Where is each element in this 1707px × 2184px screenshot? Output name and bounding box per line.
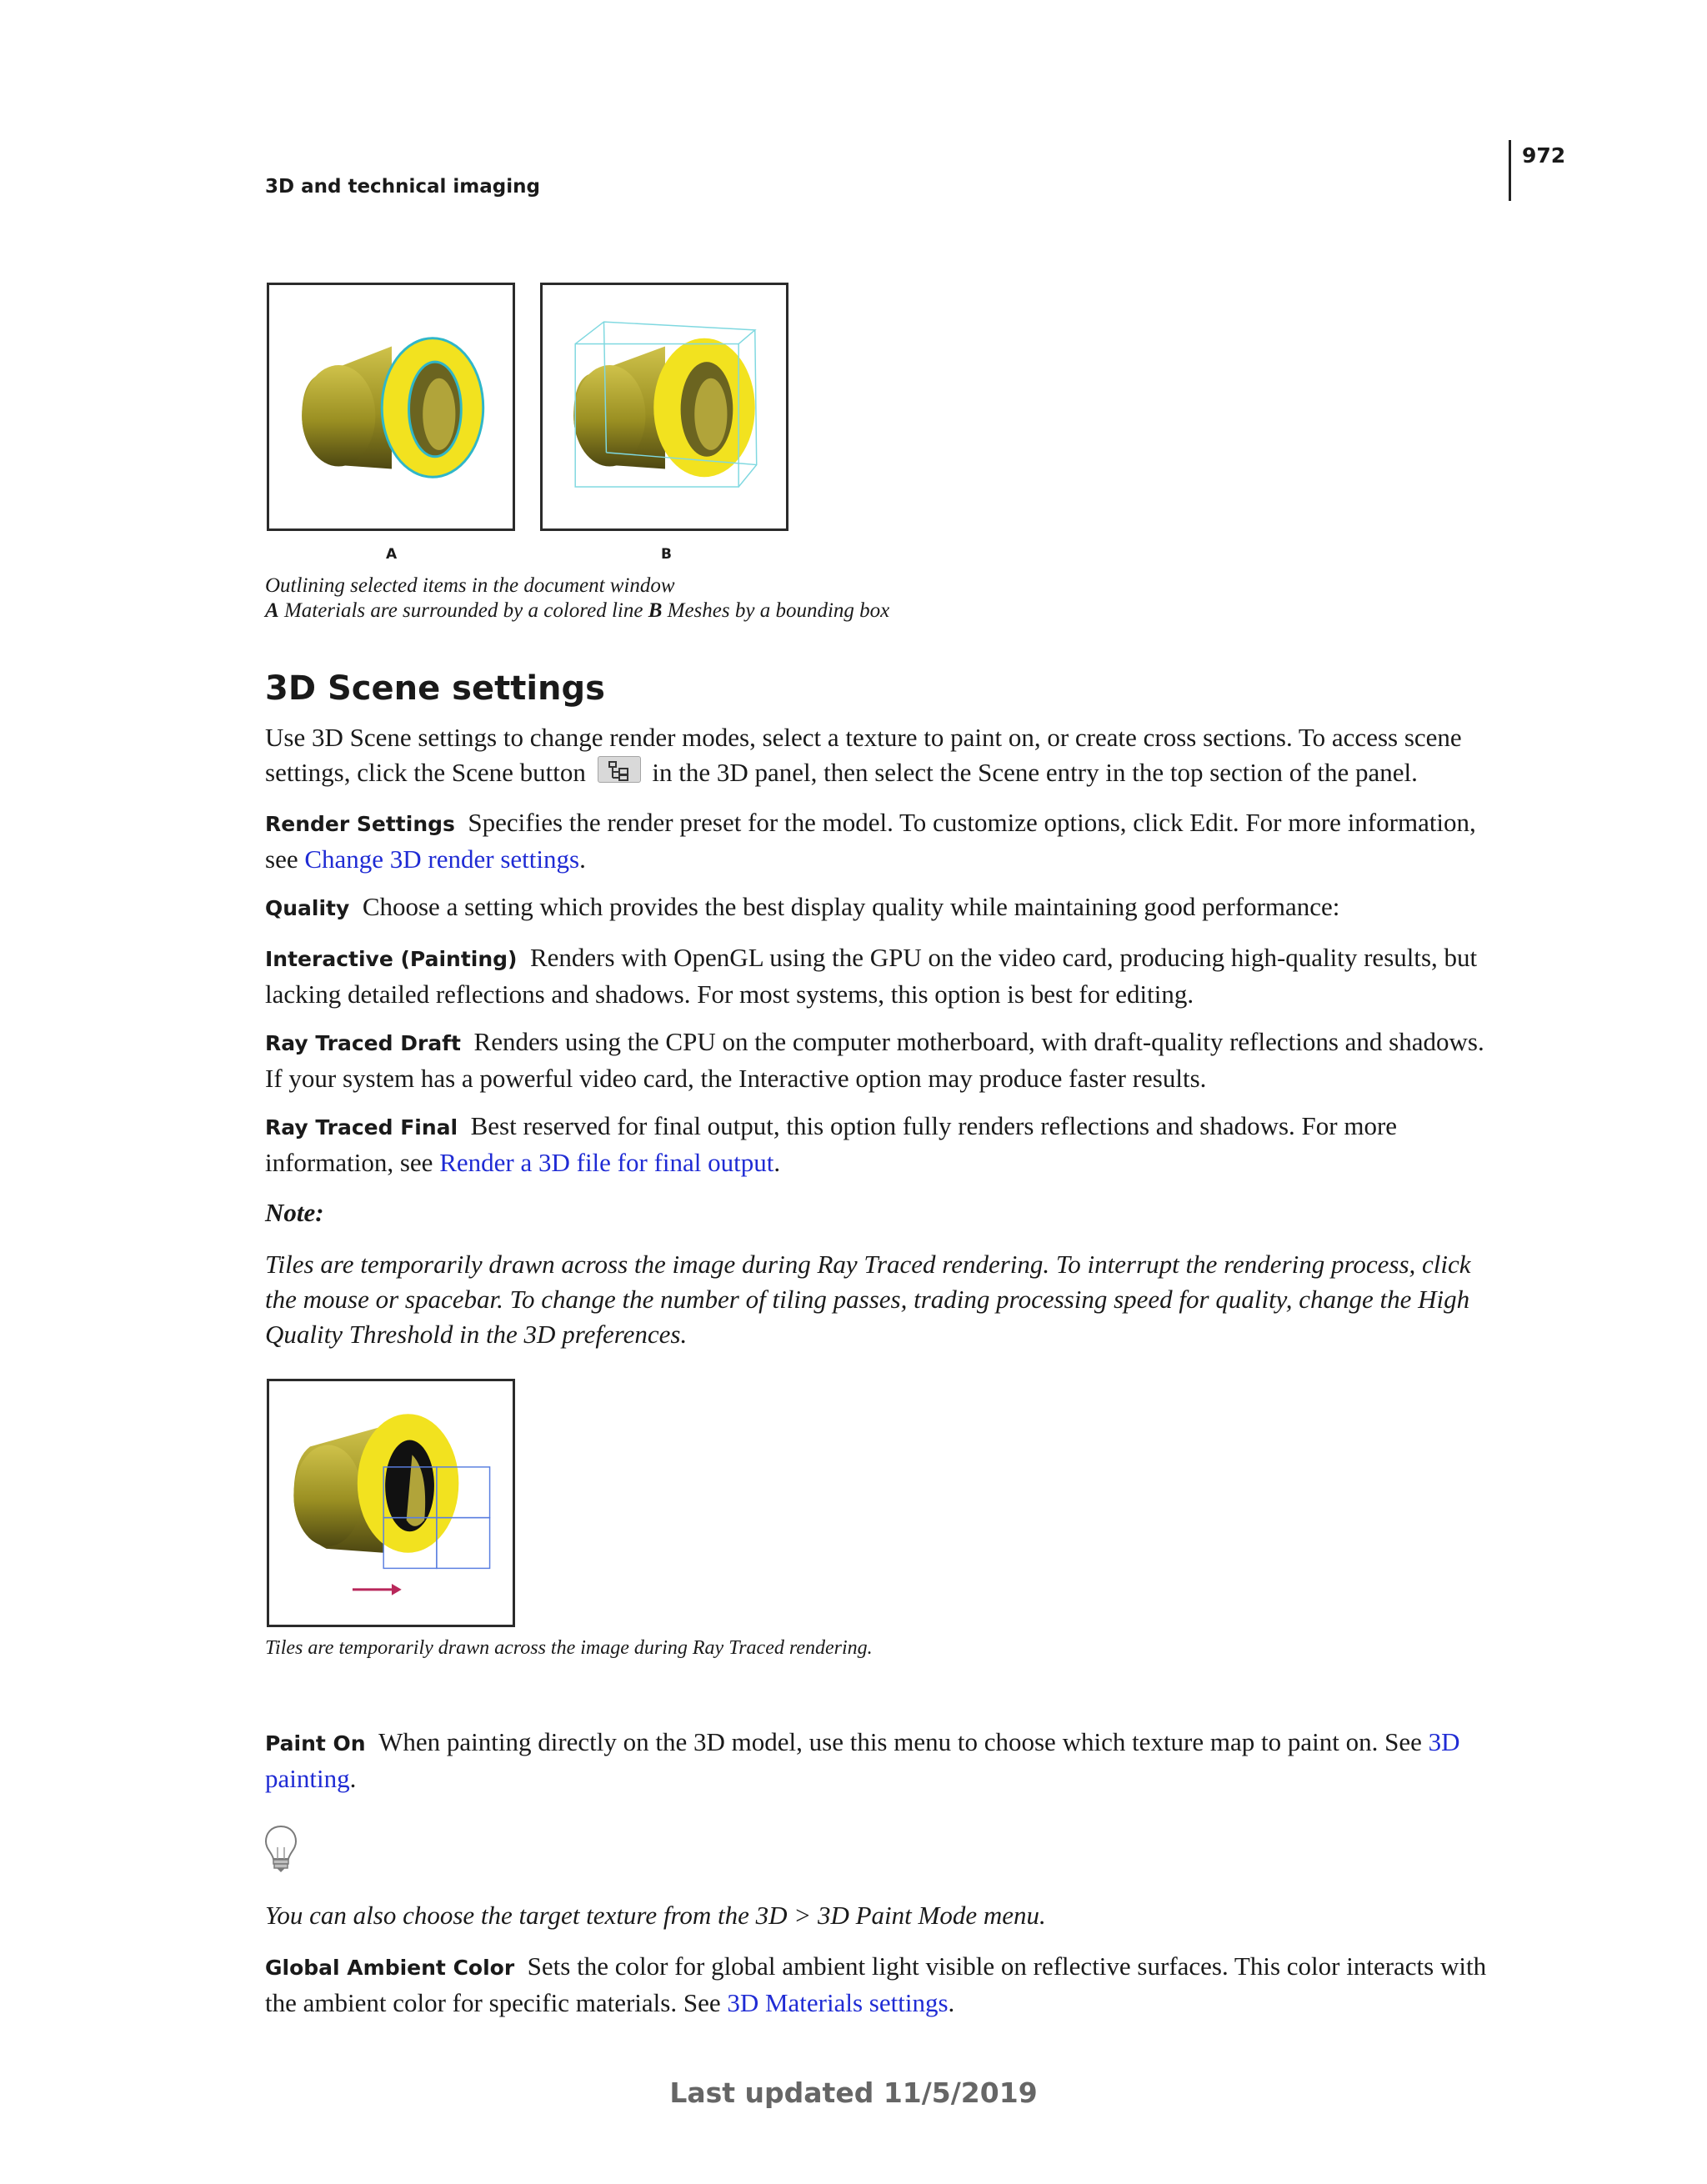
global-ambient-color-text: Sets the color for global ambient light visible on reflective surfaces. This color interacts with the ambient color for specific materials. See — [265, 1951, 1487, 2017]
section-title: 3D Scene settings — [265, 669, 605, 708]
ray-traced-final-term: Ray Traced Final — [265, 1115, 458, 1140]
header-divider — [1509, 140, 1511, 201]
paint-on-text: When painting directly on the 3D model, use this menu to choose which texture map to paint on. See — [378, 1727, 1429, 1756]
figure-ray-traced-tiles — [267, 1379, 515, 1627]
note-text: Tiles are temporarily drawn across the image during Ray Traced rendering. To interrupt the rendering process, click the mouse or spacebar. To change the number of tiling passes, trading processing speed for quality, change the High Quality Threshold in the 3D preferences. — [265, 1250, 1471, 1349]
interactive-painting-term: Interactive (Painting) — [265, 947, 518, 971]
render-settings-term: Render Settings — [265, 812, 455, 836]
caption-keys — [265, 599, 1515, 624]
quality-term: Quality — [265, 896, 350, 920]
caption-text-a: Materials are surrounded by a colored line — [278, 599, 648, 622]
ray-traced-draft-text: Renders using the CPU on the computer motherboard, with draft-quality reflections and shadows. If your system has a powerful video card, the Interactive option may produce faster results. — [265, 1027, 1484, 1093]
render-settings-entry — [265, 805, 1507, 877]
ray-traced-draft-term: Ray Traced Draft — [265, 1031, 462, 1055]
tip-text: You can also choose the target texture from the 3D > 3D Paint Mode menu. — [265, 1901, 1046, 1930]
running-header: 3D and technical imaging — [265, 176, 540, 198]
interactive-painting-entry — [265, 940, 1507, 1012]
render-settings-end: . — [579, 844, 586, 874]
caption-key-a: A — [265, 599, 279, 622]
figure-caption — [265, 574, 1515, 624]
paint-on-term: Paint On — [265, 1731, 366, 1756]
interactive-painting-text: Renders with OpenGL using the GPU on the video card, producing high-quality results, but lacking detailed reflections and shadows. For most systems, this option is best for editing. — [265, 943, 1478, 1009]
paint-on-entry — [265, 1725, 1507, 1796]
figure-b-mesh-bounding-box — [540, 283, 788, 531]
ray-traced-final-text: Best reserved for final output, this option fully renders reflections and shadows. For more information, see — [265, 1111, 1398, 1177]
global-ambient-color-entry — [265, 1949, 1507, 2021]
caption-title: Outlining selected items in the document window — [265, 574, 675, 597]
global-ambient-color-term: Global Ambient Color — [265, 1956, 515, 1980]
3d-painting-link[interactable]: 3D painting — [265, 1727, 1460, 1793]
ray-traced-tiles-illustration — [269, 1381, 513, 1625]
quality-entry — [265, 889, 1507, 926]
figure-a-materials-outline — [267, 283, 515, 531]
ray-traced-final-end: . — [773, 1148, 781, 1177]
render-3d-final-output-link[interactable]: Render a 3D file for final output — [439, 1148, 774, 1177]
global-ambient-color-end: . — [948, 1988, 955, 2017]
figure-label-a: A — [386, 546, 398, 563]
page-number: 972 — [1522, 143, 1566, 168]
intro-text-2: in the 3D panel, then select the Scene entry in the top section of the panel. — [645, 758, 1418, 787]
tiles-figure-caption: Tiles are temporarily drawn across the image during Ray Traced rendering. — [265, 1637, 873, 1659]
note-label: Note: — [265, 1198, 324, 1227]
change-3d-render-settings-link[interactable]: Change 3D render settings — [304, 844, 580, 874]
intro-text-1: Use 3D Scene settings to change render modes, select a texture to paint on, or create cross sections. To access scene settings, click the Scene button — [265, 723, 1462, 787]
footer-last-updated: Last updated 11/5/2019 — [669, 2076, 1038, 2109]
3d-materials-settings-link[interactable]: 3D Materials settings — [727, 1988, 949, 2017]
figure-label-b: B — [661, 546, 672, 563]
caption-text-b: Meshes by a bounding box — [662, 599, 890, 622]
progress-arrow — [353, 1584, 402, 1595]
lightbulb-icon — [263, 1824, 298, 1874]
ray-traced-final-entry — [265, 1109, 1507, 1180]
render-settings-text: Specifies the render preset for the model. To customize options, click Edit. For more information, see — [265, 808, 1476, 874]
intro-paragraph — [265, 720, 1507, 790]
caption-key-b: B — [648, 599, 663, 622]
yellow-cylinder-bounding-box-illustration — [543, 285, 786, 528]
yellow-cylinder-illustration — [269, 285, 513, 528]
paint-on-end: . — [349, 1764, 357, 1793]
ray-traced-draft-entry — [265, 1024, 1507, 1096]
quality-text: Choose a setting which provides the best display quality while maintaining good performance: — [362, 892, 1340, 921]
scene-button-icon — [598, 756, 641, 783]
